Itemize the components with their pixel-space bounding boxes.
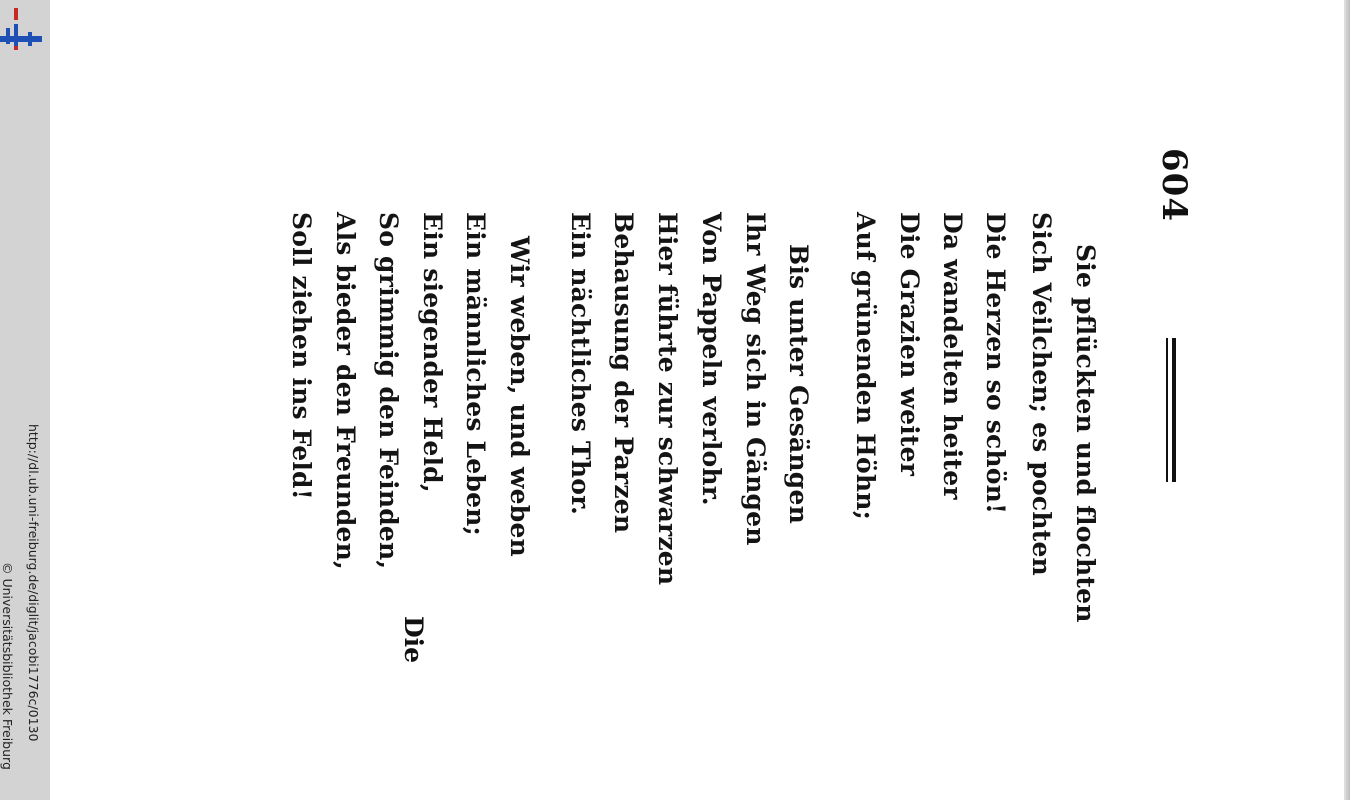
double-rule-divider [1162, 338, 1178, 482]
verse-line: Bis unter Gesängen [784, 244, 813, 524]
source-url: http://dl.ub.uni-freiburg.de/diglit/jacobi1776c/0130 [26, 424, 41, 742]
verse-line: Die Grazien weiter [895, 212, 924, 477]
verse-line: Von Pappeln verlohr. [697, 212, 726, 506]
library-logo-icon [0, 6, 42, 50]
page-number: 604 [1154, 148, 1194, 222]
verse-line: Hier führte zur schwarzen [653, 212, 682, 586]
verse-line: Sie pflückten und flochten [1071, 244, 1100, 623]
verse-line: Ein nächtliches Thor. [566, 212, 595, 516]
verse-line: Ein siegender Held, [418, 212, 447, 493]
verse-line: So grimmig den Feinden, [374, 212, 403, 570]
verse-line: Auf grünenden Höhn; [851, 212, 880, 521]
verse-line: Als bieder den Freunden, [331, 212, 360, 570]
copyright-notice: © Universitätsbibliothek Freiburg [0, 562, 15, 770]
verse-line: Da wandelten heiter [938, 212, 967, 500]
viewer-side-strip [0, 0, 50, 800]
book-page [168, 140, 1198, 680]
verse-line: Soll ziehen ins Feld! [287, 212, 316, 500]
verse-line: Wir weben, und weben [505, 236, 534, 557]
catchword: Die [399, 616, 428, 664]
verse-line: Behausung der Parzen [609, 212, 638, 534]
verse-line: Die Herzen so schön! [981, 212, 1010, 515]
page-edge-shadow [1344, 0, 1350, 800]
verse-line: Ihr Weg sich in Gängen [741, 212, 770, 546]
verse-line: Sich Veilchen; es pochten [1027, 212, 1056, 576]
verse-line: Ein männliches Leben; [461, 212, 490, 536]
